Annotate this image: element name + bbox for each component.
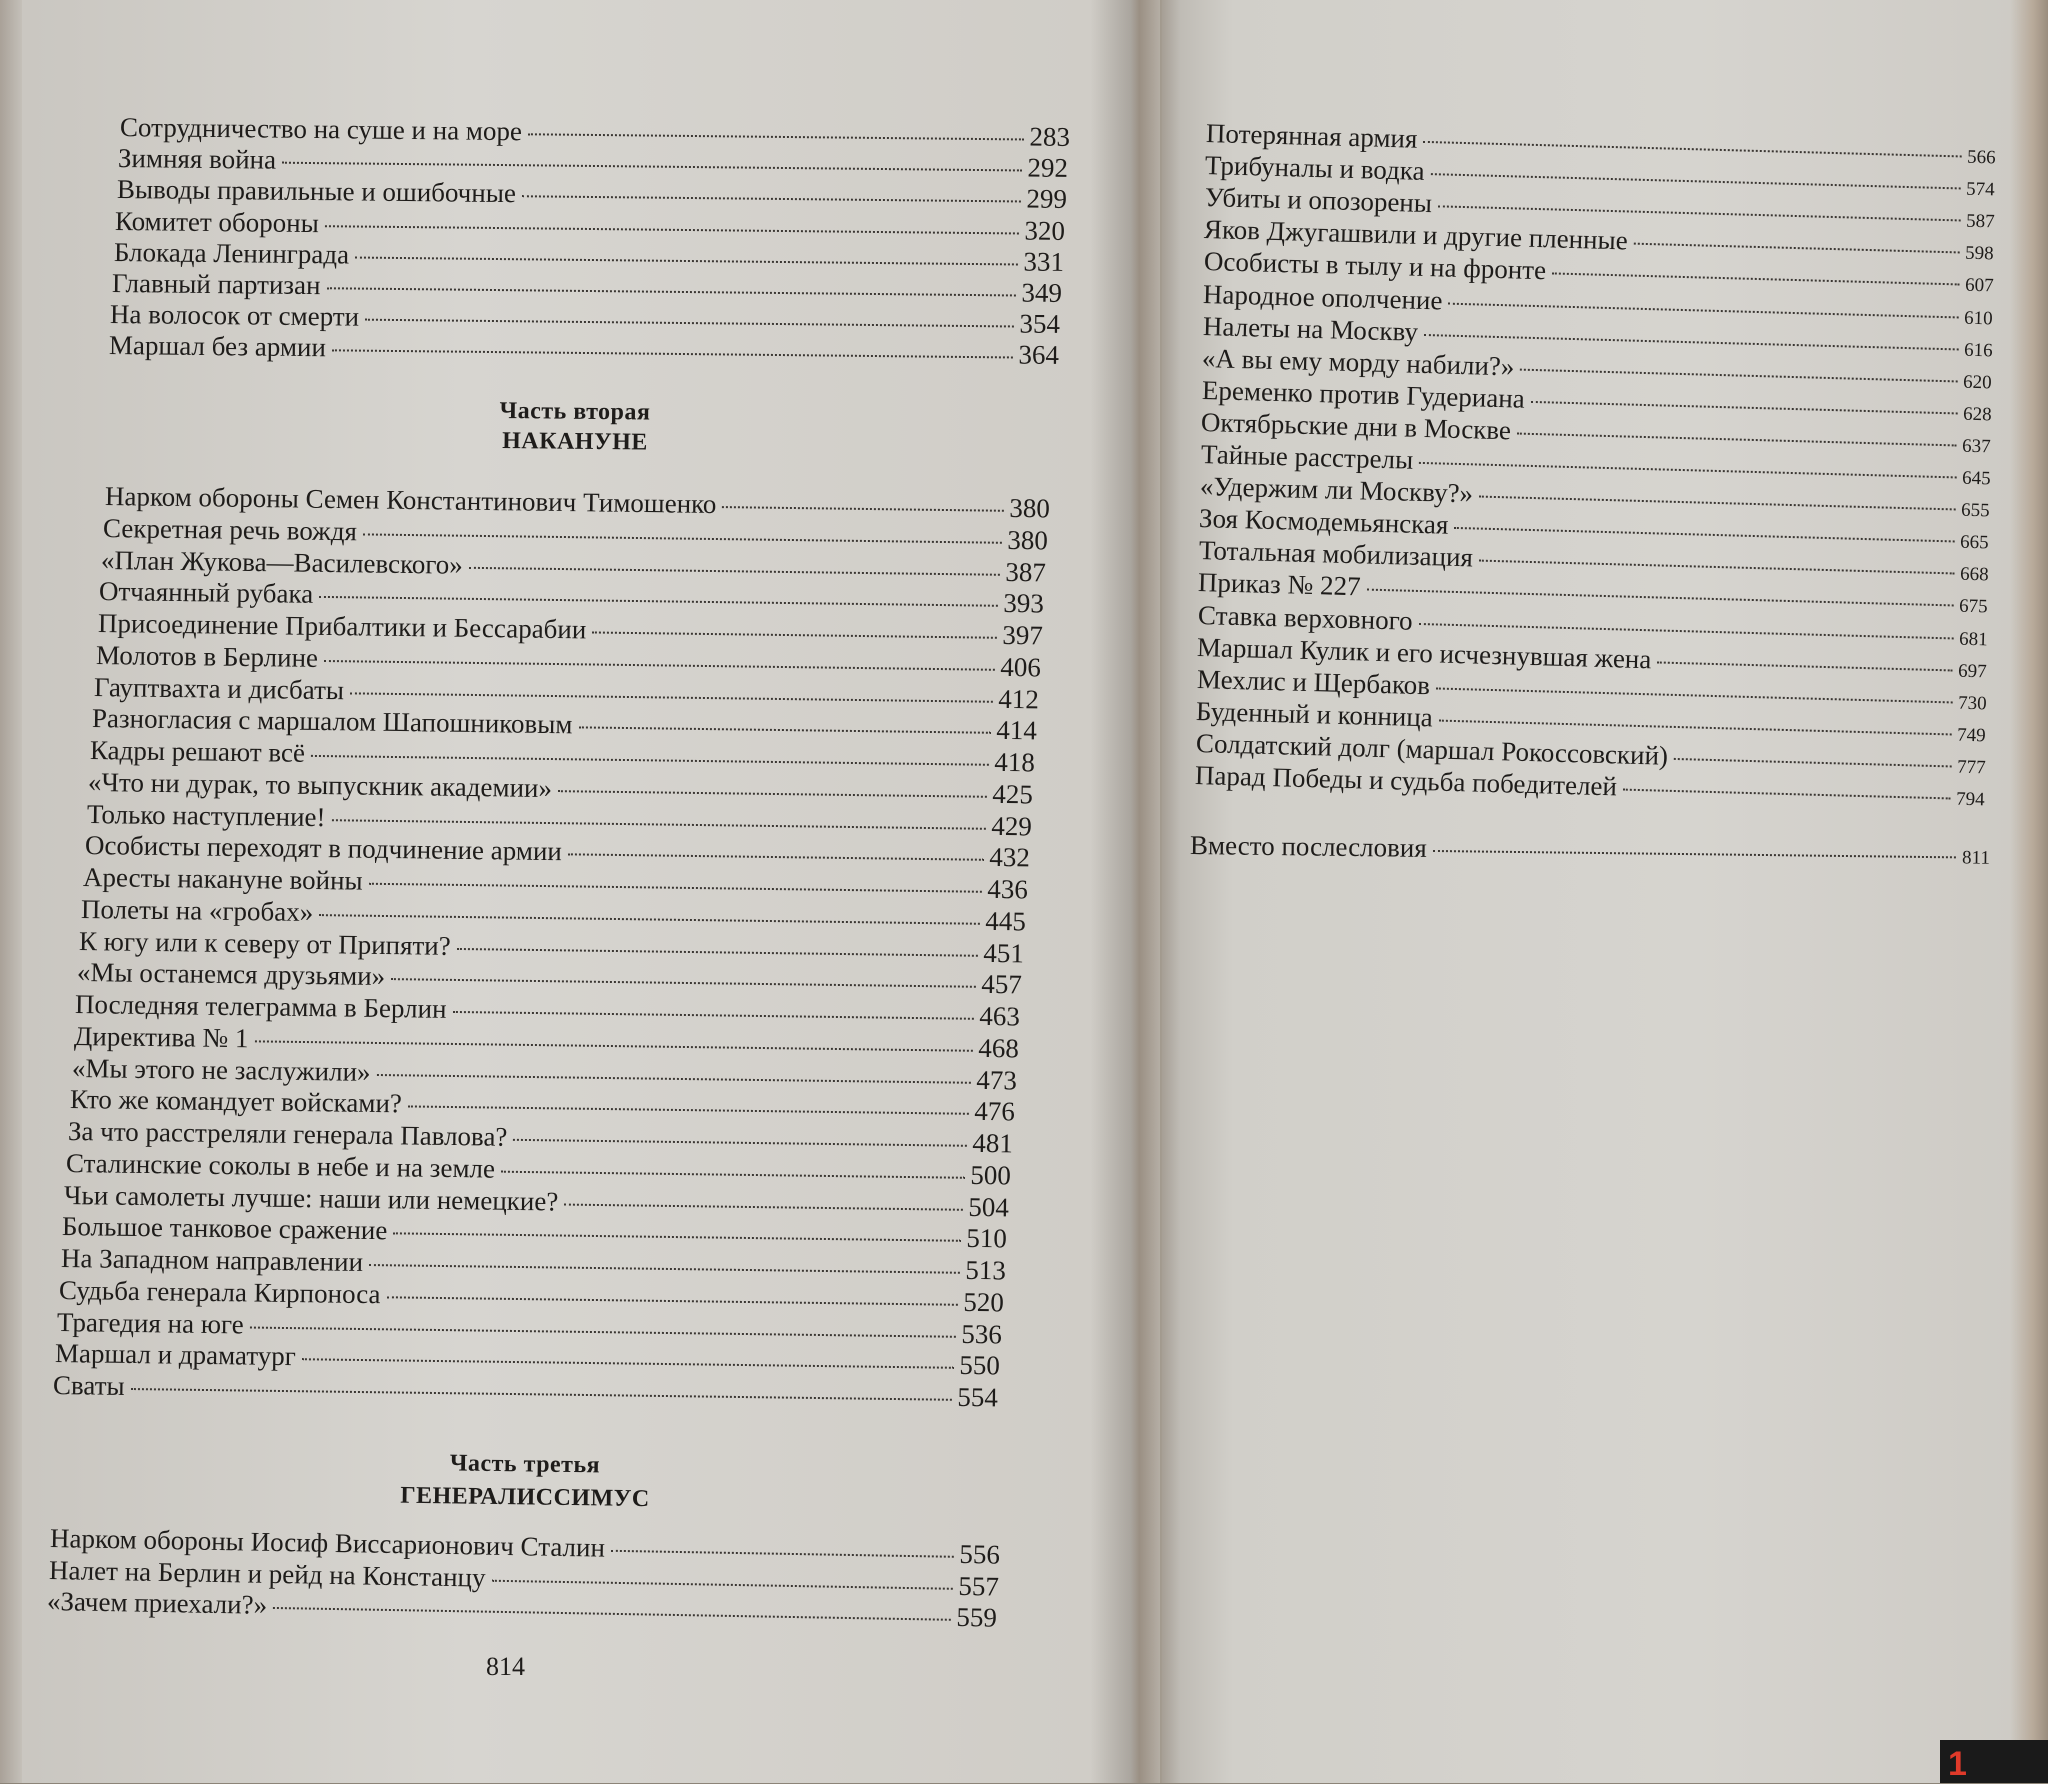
- toc-leader-dots: [1657, 661, 1952, 671]
- toc-entry-page-number: 481: [972, 1127, 1014, 1159]
- toc-entry-title: Большое танковое сражение: [62, 1211, 388, 1246]
- toc-entry-page-number: 645: [1961, 467, 1991, 490]
- toc-leader-dots: [325, 225, 1019, 234]
- toc-entry-page-number: 412: [998, 683, 1040, 714]
- toc-entry-title: Последняя телеграмма в Берлин: [75, 989, 448, 1024]
- toc-entry-title: Зимняя война: [118, 143, 277, 175]
- toc-entry-page-number: 429: [990, 810, 1032, 841]
- toc-leader-dots: [302, 1358, 954, 1369]
- toc-entry-title: Маршал Кулик и его исчезнувшая жена: [1196, 631, 1652, 674]
- toc-leader-dots: [1419, 462, 1956, 479]
- toc-entry-page-number: 637: [1961, 435, 1992, 458]
- toc-entry-page-number: 697: [1958, 660, 1988, 682]
- toc-entry-page-number: 559: [956, 1601, 998, 1633]
- right-page: [1162, 0, 2048, 1783]
- toc-entry-title: Еременко против Гудериана: [1201, 374, 1525, 414]
- toc-leader-dots: [350, 692, 992, 702]
- toc-entry-title: «Удержим ли Москву?»: [1199, 471, 1474, 509]
- toc-leader-dots: [363, 533, 1001, 543]
- toc-entry-title: К югу или к северу от Припяти?: [78, 925, 452, 961]
- toc-leader-dots: [1436, 687, 1952, 703]
- page-number-folio: 814: [486, 1652, 525, 1681]
- toc-leader-dots: [282, 162, 1021, 172]
- toc-entry-title: Разногласия с маршалом Шапошниковым: [91, 703, 573, 740]
- toc-entry-title: Молотов в Берлине: [95, 639, 318, 673]
- toc-leader-dots: [1431, 173, 1961, 189]
- toc-entry-page-number: 354: [1019, 308, 1061, 340]
- toc-entry-page-number: 349: [1021, 277, 1063, 308]
- toc-entry-page-number: 445: [985, 905, 1027, 937]
- toc-entry-page-number: 574: [1966, 178, 1996, 201]
- toc-entry-page-number: 463: [979, 1000, 1021, 1032]
- toc-entry-title: Парад Победы и судьба победителей: [1194, 760, 1618, 802]
- toc-entry-page-number: 468: [977, 1032, 1019, 1064]
- toc-entry-title: Солдатский долг (маршал Рокоссовский): [1195, 727, 1668, 771]
- toc-leader-dots: [1423, 141, 1961, 158]
- toc-entry-title: Потерянная армия: [1205, 118, 1418, 154]
- toc-entry-page-number: 777: [1956, 756, 1986, 779]
- toc-entry-title: Сталинские соколы в небе и на земле: [65, 1147, 496, 1184]
- toc-leader-dots: [1517, 432, 1956, 446]
- toc-entry-page-number: 668: [1959, 563, 1989, 586]
- toc-leader-dots: [1552, 273, 1959, 286]
- toc-leader-dots: [558, 790, 986, 798]
- toc-entry-page-number: 406: [999, 651, 1041, 683]
- toc-leader-dots: [365, 319, 1013, 328]
- toc-leader-dots: [578, 727, 990, 734]
- toc-entry-page-number: 610: [1964, 307, 1994, 329]
- toc-entry-page-number: 620: [1963, 371, 1993, 394]
- toc-entry-title: Главный партизан: [111, 268, 321, 301]
- toc-entry-title: Директива № 1: [73, 1020, 249, 1054]
- toc-entry-page-number: 380: [1007, 524, 1049, 556]
- toc-entry-title: Особисты переходят в подчинение армии: [84, 830, 562, 867]
- toc-leader-dots: [368, 883, 981, 893]
- toc-entry-title: Маршал и драматург: [54, 1338, 297, 1372]
- toc-entry-page-number: 364: [1018, 339, 1059, 371]
- toc-leader-dots: [331, 819, 985, 830]
- toc-entry-page-number: 283: [1029, 121, 1071, 152]
- toc-entry-page-number: 655: [1960, 499, 1990, 522]
- toc-leader-dots: [1530, 401, 1957, 415]
- toc-entry-title: «Зачем приехали?»: [46, 1586, 268, 1620]
- toc-entry-page-number: 520: [962, 1286, 1004, 1318]
- toc-leader-dots: [319, 914, 979, 925]
- toc-leader-dots: [1418, 622, 1953, 638]
- toc-entry-title: Вместо послесловия: [1189, 830, 1427, 863]
- toc-entry-page-number: 587: [1965, 210, 1995, 233]
- toc-leader-dots: [1520, 368, 1957, 382]
- part-three-title: ГЕНЕРАЛИССИМУС: [400, 1482, 650, 1513]
- toc-entry-page-number: 436: [987, 873, 1028, 905]
- toc-leader-dots: [513, 1139, 966, 1147]
- toc-entry-title: Трагедия на юге: [56, 1306, 244, 1339]
- toc-entry-page-number: 476: [974, 1096, 1015, 1127]
- toc-entry-title: Особисты в тылу и на фронте: [1203, 246, 1547, 286]
- toc-entry-page-number: 418: [994, 746, 1036, 778]
- toc-entry-title: Тотальная мобилизация: [1198, 535, 1474, 573]
- toc-entry-page-number: 457: [981, 969, 1023, 1000]
- toc-entry-title: Присоединение Прибалтики и Бессарабии: [97, 608, 587, 645]
- toc-leader-dots: [453, 1011, 974, 1020]
- toc-entry-page-number: 554: [957, 1381, 999, 1413]
- toc-entry-title: Чьи самолеты лучше: наши или немецкие?: [64, 1179, 559, 1216]
- toc-leader-dots: [394, 1233, 961, 1242]
- toc-entry-title: Судьба генерала Кирпоноса: [58, 1274, 381, 1309]
- toc-entry-title: Ставка верховного: [1197, 599, 1413, 636]
- toc-leader-dots: [376, 1073, 970, 1083]
- toc-entry-title: Кто же командует войсками?: [69, 1084, 402, 1119]
- toc-entry-page-number: 550: [959, 1350, 1001, 1381]
- toc-leader-dots: [522, 196, 1021, 203]
- toc-leader-dots: [1433, 850, 1956, 858]
- toc-leader-dots: [254, 1040, 972, 1051]
- toc-entry-title: Народное ополчение: [1202, 278, 1444, 315]
- part-two-title: НАКАНУНЕ: [502, 428, 648, 456]
- toc-leader-dots: [320, 596, 998, 607]
- toc-leader-dots: [1438, 205, 1960, 221]
- toc-entry-title: Яков Джугашвили и другие пленные: [1203, 214, 1629, 256]
- toc-entry-title: Блокада Ленинграда: [113, 236, 349, 270]
- toc-leader-dots: [355, 256, 1017, 265]
- toc-leader-dots: [457, 947, 978, 956]
- toc-entry-title: Сваты: [52, 1370, 126, 1401]
- toc-entry-page-number: 299: [1026, 183, 1067, 215]
- toc-entry-title: Выводы правильные и ошибочные: [116, 174, 516, 209]
- toc-leader-dots: [501, 1170, 964, 1178]
- toc-entry-title: «А вы ему морду набили?»: [1201, 342, 1515, 382]
- right-page-edge: [2010, 0, 2048, 1783]
- toc-entry-title: Буденный и конница: [1195, 695, 1434, 733]
- toc-entry-title: Аресты накануне войны: [82, 862, 363, 896]
- toc-entry-page-number: 320: [1024, 215, 1066, 246]
- toc-entry-title: Кадры решают всё: [89, 735, 306, 768]
- toc-leader-dots: [311, 755, 989, 766]
- part-three-label: Часть третья: [449, 1450, 601, 1479]
- toc-entry-page-number: 681: [1958, 628, 1988, 650]
- toc-leader-dots: [1439, 719, 1952, 735]
- toc-entry: [1190, 830, 1990, 874]
- toc-entry-page-number: 566: [1966, 146, 1996, 169]
- toc-entry-page-number: 598: [1965, 242, 1995, 265]
- toc-leader-dots: [250, 1326, 956, 1337]
- toc-entry-title: Тайные расстрелы: [1200, 439, 1414, 475]
- toc-entry-title: Приказ № 227: [1197, 567, 1362, 602]
- toc-entry-title: Налеты на Москву: [1202, 310, 1419, 347]
- toc-entry-title: Маршал без армии: [108, 330, 326, 363]
- toc-entry-page-number: 794: [1955, 788, 1985, 811]
- toc-entry-page-number: 425: [992, 778, 1034, 810]
- toc-leader-dots: [1424, 334, 1958, 350]
- book-spine: [1090, 0, 1180, 1783]
- toc-entry-title: Секретная речь вождя: [102, 512, 358, 547]
- toc-leader-dots: [565, 1203, 963, 1210]
- toc-entry-title: «План Жукова—Василевского»: [101, 544, 464, 580]
- toc-leader-dots: [1455, 527, 1955, 543]
- corner-mark-digit: 1: [1948, 1745, 1967, 1783]
- toc-entry-page-number: 665: [1960, 531, 1990, 554]
- part-two-label: Часть вторая: [499, 397, 651, 426]
- toc-entry-page-number: 414: [996, 715, 1038, 746]
- toc-entry-title: Комитет обороны: [115, 205, 320, 238]
- toc-leader-dots: [369, 1264, 959, 1274]
- toc-entry-title: «Мы этого не заслужили»: [71, 1052, 371, 1087]
- toc-leader-dots: [131, 1388, 952, 1401]
- toc-entry-title: «Мы останемся друзьями»: [77, 957, 386, 992]
- toc-leader-dots: [611, 1550, 953, 1558]
- toc-entry-title: На Западном направлении: [60, 1243, 363, 1277]
- toc-entry-page-number: 331: [1022, 246, 1064, 277]
- toc-entry-title: Зоя Космодемьянская: [1199, 503, 1450, 540]
- toc-entry-title: Октябрьские дни в Москве: [1200, 406, 1512, 446]
- toc-entry-page-number: 510: [966, 1223, 1008, 1254]
- toc-entry-title: Отчаянный рубака: [99, 576, 314, 610]
- toc-leader-dots: [386, 1296, 957, 1305]
- toc-entry-page-number: 811: [1961, 847, 1991, 869]
- toc-entry-title: «Что ни дурак, то выпускник академии»: [88, 766, 553, 803]
- toc-leader-dots: [722, 506, 1003, 512]
- toc-leader-dots: [592, 631, 996, 638]
- toc-entry-page-number: 387: [1005, 556, 1047, 587]
- toc-leader-dots: [273, 1607, 950, 1621]
- toc-entry-page-number: 730: [1957, 692, 1987, 715]
- toc-leader-dots: [324, 660, 994, 671]
- toc-entry-page-number: 500: [970, 1159, 1012, 1191]
- toc-leader-dots: [408, 1106, 969, 1115]
- toc-entry-page-number: 513: [964, 1254, 1006, 1286]
- toc-leader-dots: [391, 978, 975, 988]
- toc-entry-title: Мехлис и Щербаков: [1196, 663, 1431, 700]
- toc-leader-dots: [1634, 243, 1960, 254]
- toc-entry-page-number: 556: [959, 1538, 1001, 1570]
- toc-entry-page-number: 557: [957, 1570, 999, 1602]
- toc-leader-dots: [528, 133, 1024, 140]
- toc-leader-dots: [469, 566, 1000, 575]
- toc-entry-title: За что расстреляли генерала Павлова?: [67, 1116, 508, 1152]
- toc-leader-dots: [1449, 302, 1959, 318]
- toc-leader-dots: [326, 287, 1015, 296]
- toc-entry-page-number: 393: [1003, 588, 1045, 619]
- toc-leader-dots: [491, 1579, 952, 1589]
- toc-leader-dots: [332, 350, 1013, 359]
- toc-entry-page-number: 292: [1027, 152, 1069, 184]
- toc-entry-page-number: 749: [1956, 724, 1987, 747]
- toc-entry-page-number: 432: [988, 842, 1030, 873]
- toc-entry-title: Трибуналы и водка: [1205, 150, 1426, 187]
- toc-entry-title: Только наступление!: [86, 798, 326, 832]
- toc-entry-page-number: 397: [1001, 619, 1043, 651]
- toc-entry-page-number: 473: [975, 1064, 1017, 1095]
- toc-entry-page-number: 536: [961, 1318, 1003, 1349]
- toc-entry-page-number: 628: [1962, 403, 1992, 426]
- toc-entry-page-number: 380: [1009, 492, 1051, 524]
- left-page-edge: [0, 0, 22, 1783]
- toc-entry-title: Полеты на «гробах»: [80, 893, 314, 927]
- toc-entry-title: Налет на Берлин и рейд на Констанцу: [48, 1554, 486, 1593]
- toc-entry-title: Нарком обороны Семен Константинович Тимошенко: [104, 481, 717, 520]
- toc-entry-page-number: 607: [1964, 274, 1994, 297]
- toc-entry-title: Гауптвахта и дисбаты: [93, 671, 345, 705]
- toc-entry-page-number: 616: [1963, 339, 1993, 361]
- toc-leader-dots: [567, 854, 983, 861]
- toc-leader-dots: [1479, 496, 1955, 511]
- toc-entry-title: Сотрудничество на суше и на море: [119, 112, 523, 147]
- toc-leader-dots: [1479, 560, 1954, 575]
- toc-entry-page-number: 451: [983, 937, 1025, 968]
- toc-entry-title: Нарком обороны Иосиф Виссарионович Сталин: [49, 1523, 606, 1563]
- toc-entry-page-number: 675: [1959, 595, 1989, 618]
- toc-entry-page-number: 504: [968, 1191, 1010, 1222]
- toc-leader-dots: [1673, 758, 1950, 768]
- toc-leader-dots: [1623, 789, 1950, 800]
- toc-entry-title: Убиты и опозорены: [1204, 182, 1433, 219]
- toc-entry-title: На волосок от смерти: [110, 299, 360, 332]
- toc-leader-dots: [1367, 589, 1954, 607]
